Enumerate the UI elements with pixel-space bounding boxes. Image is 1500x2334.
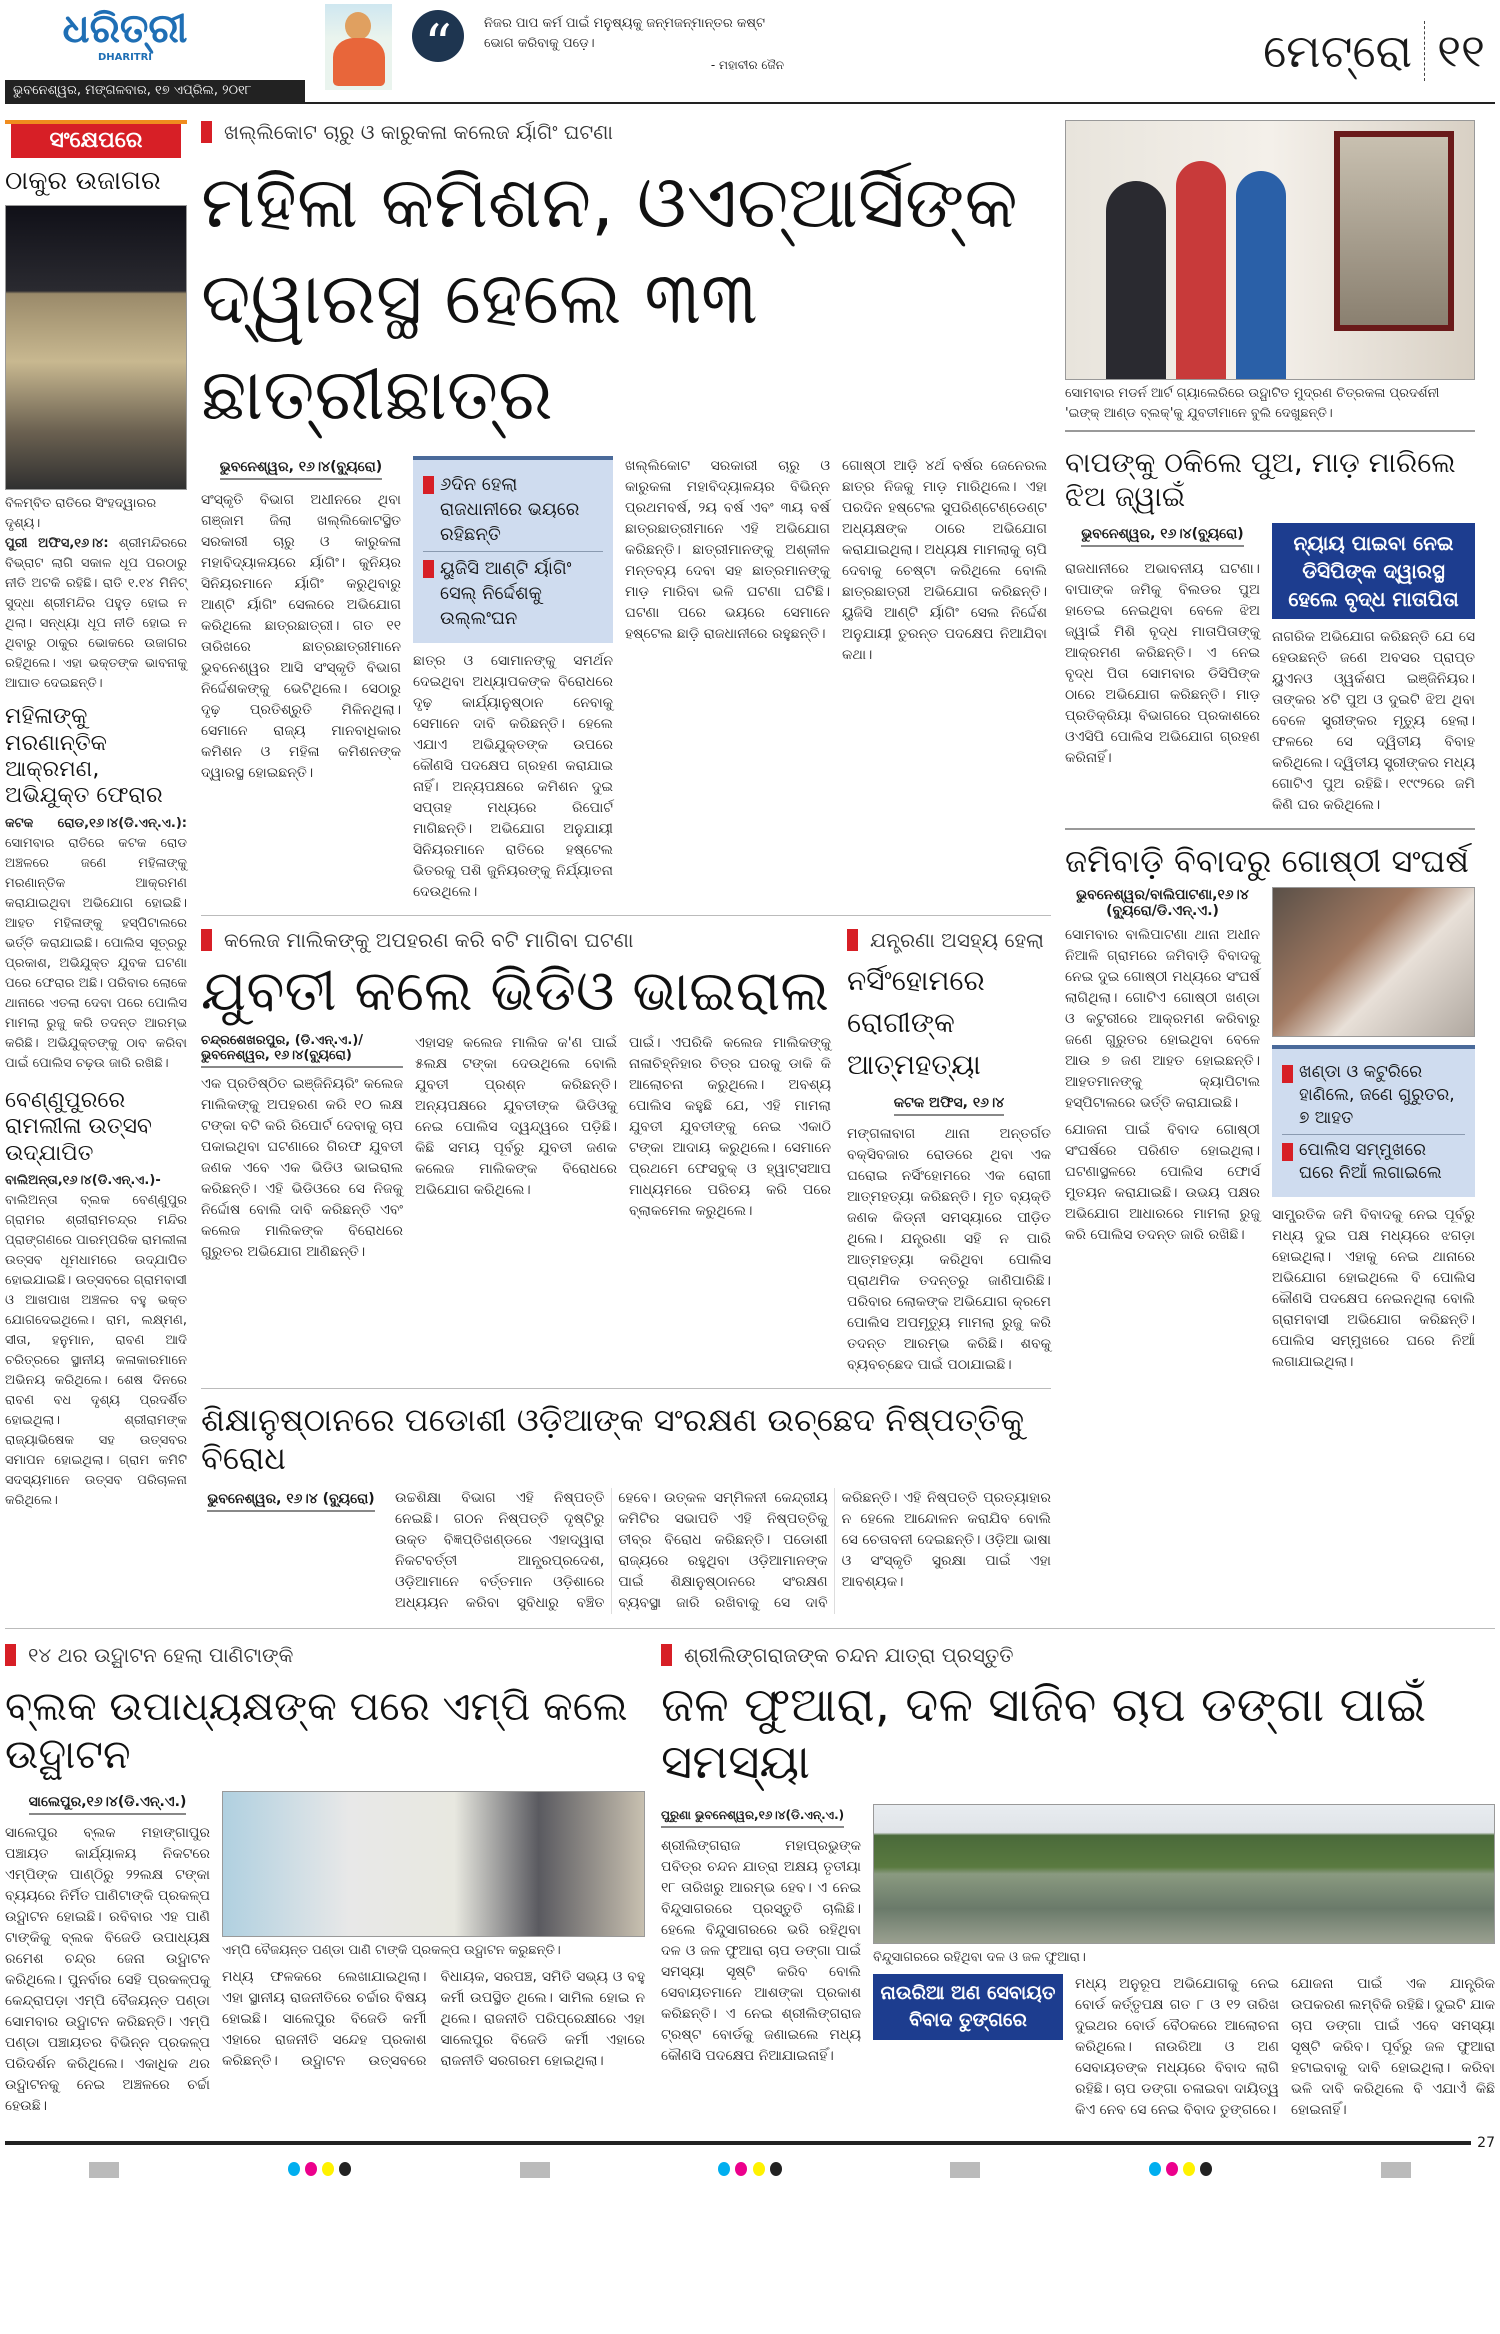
upper-area [5,120,1495,1614]
land-highlights: ଖଣ୍ଡା ଓ କଟୁରିରେ ହାଣିଲେ, ଜଣେ ଗୁରୁତର, ୭ ଆହତ ପୋଲିସ ସମ୍ମୁଖରେ ଘରେ ନିଆଁ ଲଗାଇଲେ [1272,1045,1475,1197]
section-title: ମେଟ୍ରୋ ୧୧ [1263,0,1495,102]
quote-author: - ମହାବୀର ଜୈନ [710,58,784,72]
masthead [5,0,1495,104]
page-number: ୧୧ [1437,24,1485,78]
lead-story: ଖଲ୍ଲିକୋଟ ଚାରୁ ଓ କାରୁକଳା କଲେଜ ର୍ୟାଗିଂ ଘଟଣା ମହିଳା କମିଶନ, ଓଏଚ୍ଆର୍ସିଙ୍କ ଦ୍ୱାରସ୍ଥ ହେଲେ ୩୩ ଛାତ୍ରୀଛାତ୍ର ଭୁବନେଶ୍ୱର, ୧୬।୪(ବ୍ୟୁରୋ) ସଂସ୍କୃତି ବିଭାଗ ଅଧୀନରେ ଥିବା ଗଞ୍ଜାମ ଜିଲା ଖଲ୍ଲିକୋଟସ୍ଥିତ ସରକାରୀ ଚାରୁ ଓ କାରୁକଳା ମହାବିଦ୍ୟାଳୟରେ ର୍ୟାଗିଂ। କୁନିୟର ସିନିୟରମାନେ ର୍ୟାଗିଂ କରୁଥିବାରୁ ଆଣ୍ଟି ର୍ୟାଗିଂ ସେଲରେ ଅଭିଯୋଗ କରିଥିଲେ ଛାତ୍ରଛାତ୍ରୀ। ଗତ ୧୧ ତାରିଖରେ ଛାତ୍ରଛାତ୍ରୀମାନେ ଭୁବନେଶ୍ୱର ଆସି ସଂସ୍କୃତି ବିଭାଗ ନିର୍ଦ୍ଦେଶକଙ୍କୁ ଭେଟିଥିଲେ। ସେଠାରୁ ଦୃଢ଼ ପ୍ରତିଶ୍ରୁତି ମିଳିନଥିଲା। ସେମାନେ ରାଜ୍ୟ ମାନବାଧିକାର କମିଶନ ଓ ମହିଳା କମିଶନଙ୍କ ଦ୍ୱାରସ୍ଥ ହୋଇଛନ୍ତି। ୬ଦିନ ହେଲା ରାଜଧାନୀରେ ଭୟରେ ରହିଛନ୍ତି ୟୁଜିସି ଆଣ୍ଟି ର୍ୟାଗିଂ ସେଲ୍ ନିର୍ଦ୍ଦେଶକୁ ଉଲ୍ଲଂଘନ ଛାତ୍ର ଓ ସୋମାନଙ୍କୁ ସମର୍ଥନ ଦେଇଥିବା ଅଧ୍ୟାପକଙ୍କ ବିରୋଧରେ ଦୃଢ଼ କାର୍ଯ୍ୟାନୁଷ୍ଠାନ ନେବାକୁ ସେମାନେ ଦାବି କରିଛନ୍ତି। ହେଲେ ଏଯାଏ ଅଭିଯୁକ୍ତଙ୍କ ଉପରେ କୌଣସି ପଦକ୍ଷେପ ଗ୍ରହଣ କରାଯାଇ ନାହିଁ। ଅନ୍ୟପକ୍ଷରେ କମିଶନ ଦୁଇ ସପ୍ତାହ ମଧ୍ୟରେ ରିପୋର୍ଟ ମାଗିଛନ୍ତି। ଅଭିଯୋଗ ଅନୁଯାୟୀ ସିନିୟରମାନେ ରାତିରେ ହଷ୍ଟେଲ ଭିତରକୁ ପଶି ଜୁନିୟରଙ୍କୁ ନିର୍ଯ୍ୟାତନା ଦେଉଥିଲେ। ଖଲ୍ଲିକୋଟ ସରକାରୀ ଚାରୁ ଓ କାରୁକଳା ମହାବିଦ୍ୟାଳୟର ବିଭିନ୍ନ ପ୍ରଥମବର୍ଷ, ୨ୟ ବର୍ଷ ଏବଂ ୩ୟ ବର୍ଷ ଛାତ୍ରଛାତ୍ରୀମାନେ ଏହି ଅଭିଯୋଗ କରିଛନ୍ତି। ଛାତ୍ରୀମାନଙ୍କୁ ଅଶ୍ଳୀଳ ମନ୍ତବ୍ୟ ଦେବା ସହ ଛାତ୍ରମାନଙ୍କୁ ମାଡ଼ ମାରିବା ଭଳି ଘଟଣା ଘଟିଛି। ଘଟଣା ପରେ ଭୟରେ ସେମାନେ ହଷ୍ଟେଲ ଛାଡ଼ି ରାଜଧାନୀରେ ରହୁଛନ୍ତି। ଗୋଷ୍ଠୀ ଆଡ଼ି ୪ର୍ଥ ବର୍ଷର ଜେନେରଲ ଛାତ୍ର ନିଜକୁ ମାଡ଼ ମାରିଥିଲେ। ଏହା ପରଦିନ ହଷ୍ଟେଲ ସୁପରିଣ୍ଟେଣ୍ଡେଣ୍ଟ ଅଧ୍ୟକ୍ଷଙ୍କ ଠାରେ ଅଭିଯୋଗ କରାଯାଇଥିଲା। ଅଧ୍ୟକ୍ଷ ମାମଲାକୁ ଚାପି ଦେବାକୁ ଚେଷ୍ଟା କରିଥିଲେ ବୋଲି ଛାତ୍ରଛାତ୍ରୀ ଅଭିଯୋଗ କରିଛନ୍ତି। ୟୁଜିସି ଆଣ୍ଟି ର୍ୟାଗିଂ ସେଲ ନିର୍ଦ୍ଦେଶ ଅନୁଯାୟୀ ତୁରନ୍ତ ପଦକ୍ଷେପ ନିଆଯିବା କଥା। [201,120,1051,903]
temple-photo [5,205,187,490]
video-story: କଲେଜ ମାଲିକଙ୍କୁ ଅପହରଣ କରି ବଟି ମାଗିବା ଘଟଣା ଯୁବତୀ କଲେ ଭିଡିଓ ଭାଇରାଲ ଚନ୍ଦ୍ରଶେଖରପୁର, (ଡି.ଏନ୍.ଏ.)/ ଭୁବନେଶ୍ୱର, ୧୬।୪(ବ୍ୟୁରୋ) ଏକ ପ୍ରତିଷ୍ଠିତ ଇଞ୍ଜିନିୟରିଂ କଲେଜ ମାଲିକଙ୍କୁ ଅପହରଣ କରି ୧୦ ଲକ୍ଷ ଟଙ୍କା ବଟି କରି ରିପୋର୍ଟ ଦେବାକୁ ଚାପ ପକାଇଥିବା ଘଟଣାରେ ଗିରଫ ଯୁବତୀ ଜଣକ ଏବେ ଏକ ଭିଡିଓ ଭାଇରାଲ କରିଛନ୍ତି। ଏହି ଭିଡିଓରେ ସେ ନିଜକୁ ନିର୍ଦ୍ଦୋଷ ବୋଲି ଦାବି କରିଛନ୍ତି ଏବଂ କଲେଜ ମାଲିକଙ୍କ ବିରୋଧରେ ଗୁରୁତର ଅଭିଯୋଗ ଆଣିଛନ୍ତି। ଏହାସହ କଲେଜ ମାଲିକ କ'ଣ ପାଇଁ ୫ଲକ୍ଷ ଟଙ୍କା ଦେଉଥିଲେ ବୋଲି ଯୁବତୀ ପ୍ରଶ୍ନ କରିଛନ୍ତି। ଅନ୍ୟପକ୍ଷରେ ଯୁବତୀଙ୍କ ଭିଡିଓକୁ ନେଇ ପୋଲିସ ଦ୍ୱନ୍ଦ୍ୱରେ ପଡ଼ିଛି। କିଛି ସମୟ ପୂର୍ବରୁ ଯୁବତୀ ଜଣକ କଲେଜ ମାଲିକଙ୍କ ବିରୋଧରେ ଅଭିଯୋଗ କରିଥିଲେ। ପାଇଁ। ଏପରିକି କଲେଜ ମାଲିକଙ୍କୁ ନାଳାଚିହ୍ନିହାର ଚିତ୍ର ଘରକୁ ଡାକି କି ଆଲୋଚନା କରୁଥିଲେ। ଅବଶ୍ୟ ପୋଲିସ କହୁଛି ଯେ, ଏହି ମାମଲା ଯୁବତୀ ଯୁବତୀଙ୍କୁ ନେଇ ଏକାଠି ଟଙ୍କା ଆଦାୟ କରୁଥିଲେ। ସେମାନେ ପ୍ରଥମେ ଫେସବୁକ୍ ଓ ହ୍ୱାଟ୍ସଆପ ମାଧ୍ୟମରେ ପରିଚୟ କରି ପରେ ବ୍ଲାକମେଲ କରୁଥିଲେ। [201,928,831,1261]
bindusagar-photo [873,1804,1495,1944]
tank-story: ୧୪ ଥର ଉଦ୍ଘାଟନ ହେଲା ପାଣିଟାଙ୍କି ବ୍ଲକ ଉପାଧ୍ୟକ୍ଷଙ୍କ ପରେ ଏମ୍ପି କଲେ ଉଦ୍ଘାଟନ ସାଲେପୁର,୧୬।୪(ଡି.ଏନ୍.ଏ.) ସାଲେପୁର ବ୍ଲକ ମହାଙ୍ଗାପୁର ପଞ୍ଚାୟତ କାର୍ଯ୍ୟାଳୟ ନିକଟରେ ଏମ୍ପିଙ୍କ ପାଣ୍ଠିରୁ ୨୨ଲକ୍ଷ ଟଙ୍କା ବ୍ୟୟରେ ନିର୍ମିତ ପାଣିଟାଙ୍କି ପ୍ରକଳ୍ପ ଉଦ୍ଘାଟନ ହୋଇଛି। ରବିବାର ଏହ ପାଣି ଟାଙ୍କିକୁ ବ୍ଲକ ବିଜେଡି ଉପାଧ୍ୟକ୍ଷ ରମେଶ ଚନ୍ଦ୍ର ଜେନା ଉଦ୍ଘାଟନ କରିଥିଲେ। ପୁନର୍ବାର ସେହି ପ୍ରକଳ୍ପକୁ କେନ୍ଦ୍ରାପଡ଼ା ଏମ୍ପି ବୈଜୟନ୍ତ ପଣ୍ଡା ସୋମବାର ଉଦ୍ଘାଟନ କରିଛନ୍ତି। ଏମ୍ପି ପଣ୍ଡା ପଞ୍ଚାୟତର ବିଭିନ୍ନ ପ୍ରକଳ୍ପ ପରିଦର୍ଶନ କରିଥିଲେ। ଏକାଧିକ ଥର ଉଦ୍ଘାଟନକୁ ନେଇ ଅଞ୍ଚଳରେ ଚର୍ଚ୍ଚା ହେଉଛି। ଏମ୍ପି ବୈଜୟନ୍ତ ପଣ୍ଡା ପାଣି ଟାଙ୍କି ପ୍ରକଳ୍ପ ଉଦ୍ଘାଟନ କରୁଛନ୍ତି। ମଧ୍ୟ ଫଳକରେ ଲେଖାଯାଇଥିଲା। ଏହା ସ୍ଥାନୀୟ ରାଜନୀତିରେ ଚର୍ଚ୍ଚାର ବିଷୟ ହୋଇଛି। ସାଲେପୁର ବିଜେଡି କର୍ମୀ ଏହାରେ ରାଜନୀତି ସନ୍ଦେହ ପ୍ରକାଶ କରିଛନ୍ତି। ଉଦ୍ଘାଟନ ଉତ୍ସବରେ ବିଧାୟକ, ସରପଞ୍ଚ, ସମିତି ସଭ୍ୟ ଓ ବହୁ କର୍ମୀ ଉପସ୍ଥିତ ଥିଲେ। ସାମିଲ ହୋଇ ନ ଥିଲେ। ରାଜନୀତି ପରିପ୍ରେକ୍ଷୀରେ ଏହା ସାଲେପୁର ବିଜେଡି କର୍ମୀ ଏହାରେ ରାଜନୀତି ସରଗରମ ହୋଇଥିଲା। [5,1642,645,2114]
quote-block [484,0,784,102]
registration-marks [5,2161,1495,2186]
date-bar: ଭୁବନେଶ୍ୱର, ମଙ୍ଗଳବାର, ୧୭ ଏପ୍ରିଲ, ୨୦୧୮ [5,80,305,102]
buddha-image [325,4,392,90]
lead-headline: ମହିଳା କମିଶନ, ଓଏଚ୍ଆର୍ସିଙ୍କ ଦ୍ୱାରସ୍ଥ ହେଲେ ୩୩ ଛାତ୍ରୀଛାତ୍ର [201,160,1018,436]
nursing-story: ଯନ୍ତ୍ରଣା ଅସହ୍ୟ ହେଲା ନର୍ସିଂହୋମରେ ରୋଗୀଙ୍କ ଆତ୍ମହତ୍ୟା କଟକ ଅଫିସ, ୧୬।୪ ମଙ୍ଗଳାବାଗ ଥାନା ଅନ୍ତର୍ଗତ ବକ୍ସିବଜାର ରୋଡରେ ଥିବା ଏକ ଘରୋଇ ନର୍ସିଂହୋମରେ ଏକ ରୋଗୀ ଆତ୍ମହତ୍ୟା କରିଛନ୍ତି। ମୃତ ବ୍ୟକ୍ତି ଜଣକ କିଡ୍ନୀ ସମସ୍ୟାରେ ପୀଡ଼ିତ ଥିଲେ। ଯନ୍ତ୍ରଣା ସହି ନ ପାରି ଆତ୍ମହତ୍ୟା କରିଥିବା ପୋଲିସ ପ୍ରାଥମିକ ତଦନ୍ତରୁ ଜାଣିପାରିଛି। ପରିବାର ଲୋକଙ୍କ ଅଭିଯୋଗ କ୍ରମେ ପୋଲିସ ଅପମୃତ୍ୟୁ ମାମଲା ରୁଜୁ କରି ତଦନ୍ତ ଆରମ୍ଭ କରିଛି। ଶବକୁ ବ୍ୟବଚ୍ଛେଦ ପାଇଁ ପଠାଯାଇଛି। [847,928,1051,1373]
brief-headline: ଠାକୁର ଉଜାଗର [5,166,161,196]
quote-icon: “ [412,10,464,62]
gallery-story: ସୋମବାର ମଡର୍ନ ଆର୍ଟ ଗ୍ୟାଲେରିରେ ଉଦ୍ଘାଟିତ ମୁଦ୍ରଣ ଚିତ୍ରକଳା ପ୍ରଦର୍ଶନୀ 'ଇଙ୍କ୍ ଆଣ୍ଡ ବ୍ଲକ୍'କୁ ଯୁବତୀମାନେ ବୁଲି ଦେଖୁଛନ୍ତି। ବାପଙ୍କୁ ଠକିଲେ ପୁଅ, ମାଡ଼ ମାରିଲେ ଝିଅ ଜ୍ୱାଇଁ ଭୁବନେଶ୍ୱର, ୧୬।୪(ବ୍ୟୁରୋ) ରାଜଧାନୀରେ ଅଭାବନୀୟ ଘଟଣା। ବାପାଙ୍କ ଜମିକୁ ବିଲଡର ପୁଅ ହାତେଇ ନେଇଥିବା ବେଳେ ଝିଅ ଜ୍ୱାଇଁ ମିଶି ବୃଦ୍ଧ ମାତାପିତାଙ୍କୁ ଆକ୍ରମଣ କରିଛନ୍ତି। ଏ ନେଇ ବୃଦ୍ଧ ପିତା ସୋମବାର ଡିସିପିଙ୍କ ଠାରେ ଅଭିଯୋଗ କରିଛନ୍ତି। ମାଡ଼ ପ୍ରତିକ୍ରିୟା ବିଭାଗରେ ପ୍ରକାଶରେ ଓଏସିପି ପୋଲିସ ଅଭିଯୋଗ ଗ୍ରହଣ କରିନାହିଁ। ନ୍ୟାୟ ପାଇବା ନେଇ ଡିସିପିଙ୍କ ଦ୍ୱାରସ୍ଥ ହେଲେ ବୃଦ୍ଧ ମାତାପିତା ନାଗରିକ ଅଭିଯୋଗ କରିଛନ୍ତି ଯେ ସେ ହେଉଛନ୍ତି ଜଣେ ଅବସର ପ୍ରାପ୍ତ ୟୁଏନଓ ଓ୍ୱର୍କଶପ ଇଞ୍ଜିନିୟର। ତାଙ୍କର ୪ଟି ପୁଅ ଓ ଦୁଇଟି ଝିଅ ଥିବା ବେଳେ ସ୍ତ୍ରୀଙ୍କର ମୃତ୍ୟୁ ହେଲା। ଫଳରେ ସେ ଦ୍ୱିତୀୟ ବିବାହ କରିଥିଲେ। ଦ୍ୱିତୀୟ ସ୍ତ୍ରୀଙ୍କର ମଧ୍ୟ ଗୋଟିଏ ପୁଅ ରହିଛି। ୧୯୯୨ରେ ଜମି କିଣି ଘର କରିଥିଲେ। [1065,120,1475,816]
brief-column: ସଂକ୍ଷେପରେ ଠାକୁର ଉଜାଗର ବିଳମ୍ବିତ ରାତିରେ ସିଂହଦ୍ୱାରର ଦୃଶ୍ୟ। ପୁରୀ ଅଫିସ,୧୬।୪: ଶ୍ରୀମନ୍ଦିରରେ ବିଭ୍ରାଟ ଲାଗି ସକାଳ ଧୂପ ପରଠାରୁ ନୀତି ଅଟକି ରହିଛି। ରାତି ୧.୧୪ ମିନିଟ୍ ସୁଦ୍ଧା ଶ୍ରୀମନ୍ଦିର ପହୁଡ଼ ହୋଇ ନ ଥିଲା। ସନ୍ଧ୍ୟା ଧୂପ ନୀତି ହୋଇ ନ ଥିବାରୁ ଠାକୁର ଭୋକରେ ଉଜାଗର ରହିଥିଲେ। ଏହା ଭକ୍ତଙ୍କ ଭାବନାକୁ ଆଘାତ ଦେଇଛନ୍ତି। ମହିଳାଙ୍କୁ ମରଣାନ୍ତିକ ଆକ୍ରମଣ, ଅଭିଯୁକ୍ତ ଫେରାର କଟକ ରୋଡ,୧୬।୪(ଡି.ଏନ୍.ଏ.): ସୋମବାର ରାତିରେ କଟକ ରୋଡ ଅଞ୍ଚଳରେ ଜଣେ ମହିଳାଙ୍କୁ ମରଣାନ୍ତିକ ଆକ୍ରମଣ କରାଯାଇଥିବା ଅଭିଯୋଗ ହୋଇଛି। ଆହତ ମହିଳାଙ୍କୁ ହସ୍ପିଟାଲରେ ଭର୍ତ୍ତି କରାଯାଇଛି। ପୋଲିସ ସୂତ୍ରରୁ ପ୍ରକାଶ, ଅଭିଯୁକ୍ତ ଯୁବକ ଘଟଣା ପରେ ଫେରାର ଅଛି। ପରିବାର ଲୋକେ ଥାନାରେ ଏତଲା ଦେବା ପରେ ପୋଲିସ ମାମଲା ରୁଜୁ କରି ତଦନ୍ତ ଆରମ୍ଭ କରିଛି। ଅଭିଯୁକ୍ତଙ୍କୁ ଠାବ କରିବା ପାଇଁ ପୋଲିସ ଚଢ଼ଉ ଜାରି ରଖିଛି। ବେଣ୍ଣୁପୁରରେ ରାମଲୀଳା ଉତ୍ସବ ଉଦ୍ଯାପିତ ବାଲିଅନ୍ତା,୧୬।୪(ଡି.ଏନ୍.ଏ.)- ବାଲିଅନ୍ତା ବ୍ଲକ ବେଣ୍ଣୁପୁର ଗ୍ରାମର ଶ୍ରୀରାମଚନ୍ଦ୍ର ମନ୍ଦିର ପ୍ରାଙ୍ଗଣରେ ପାରମ୍ପରିକ ରାମଲୀଳା ଉତ୍ସବ ଧୂମଧାମରେ ଉଦ୍ଯାପିତ ହୋଇଯାଇଛି। ଉତ୍ସବରେ ଗ୍ରାମବାସୀ ଓ ଆଖପାଖ ଅଞ୍ଚଳର ବହୁ ଭକ୍ତ ଯୋଗଦେଇଥିଲେ। ରାମ, ଲକ୍ଷ୍ମଣ, ସୀତା, ହନୁମାନ, ରାବଣ ଆଦି ଚରିତ୍ରରେ ସ୍ଥାନୀୟ କଳାକାରମାନେ ଅଭିନୟ କରିଥିଲେ। ଶେଷ ଦିନରେ ରାବଣ ବଧ ଦୃଶ୍ୟ ପ୍ରଦର୍ଶିତ ହୋଇଥିଲା। ଶ୍ରୀରାମଙ୍କ ରାଜ୍ୟାଭିଷେକ ସହ ଉତ୍ସବର ସମାପନ ହୋଇଥିଲା। ଗ୍ରାମ କମିଟି ସଦସ୍ୟମାନେ ଉତ୍ସବ ପରିଚାଳନା କରିଥିଲେ। [5,120,187,1511]
footer-rule [5,2141,1471,2145]
footer [5,2135,1495,2151]
injured-photo [1272,887,1475,1037]
fountain-story: ଶ୍ରୀଲିଙ୍ଗରାଜଙ୍କ ଚନ୍ଦନ ଯାତ୍ରା ପ୍ରସ୍ତୁତି ଜଳ ଫୁଆରା, ଦଳ ସାଜିବ ଚାପ ଡଙ୍ଗା ପାଇଁ ସମସ୍ୟା ପୁରୁଣା ଭୁବନେଶ୍ୱର,୧୬।୪(ଡି.ଏନ୍.ଏ.) ଶ୍ରୀଲିଙ୍ଗରାଜ ମହାପ୍ରଭୁଙ୍କ ପବିତ୍ର ଚନ୍ଦନ ଯାତ୍ରା ଅକ୍ଷୟ ତୃତୀୟା ୧୮ ତାରିଖରୁ ଆରମ୍ଭ ହେବ। ଏ ନେଇ ବିନ୍ଦୁସାଗରରେ ପ୍ରସ୍ତୁତି ଚାଲିଛି। ହେଲେ ବିନ୍ଦୁସାଗରରେ ଭରି ରହିଥିବା ଦଳ ଓ ଜଳ ଫୁଆରା ଚାପ ଡଙ୍ଗା ପାଇଁ ସମସ୍ୟା ସୃଷ୍ଟି କରିବ ବୋଲି ସେବାୟତମାନେ ଆଶଙ୍କା ପ୍ରକାଶ କରିଛନ୍ତି। ଏ ନେଇ ଶ୍ରୀଲିଙ୍ଗରାଜ ଟ୍ରଷ୍ଟ ବୋର୍ଡକୁ ଜଣାଇଲେ ମଧ୍ୟ କୌଣସି ପଦକ୍ଷେପ ନିଆଯାଇନାହିଁ। ବିନ୍ଦୁସାଗରରେ ରହିଥିବା ଦଳ ଓ ଜଳ ଫୁଆରା। ନାଉରିଆ ଅଣ ସେବାୟତ ବିବାଦ ତୁଙ୍ଗରେ ମଧ୍ୟ ଅନୁରୂପ ଅଭିଯୋଗକୁ ନେଇ ବୋର୍ଡ କର୍ତ୍ତୃପକ୍ଷ ଗତ ୮ ଓ ୧୨ ତାରିଖ ଦୁଇଥର ବୋର୍ଡ ବୈଠକରେ ଆଲୋଚନା କରିଥିଲେ। ନାଉରିଆ ଓ ଅଣ ସେବାୟତଙ୍କ ମଧ୍ୟରେ ବିବାଦ ଲାଗି ରହିଛି। ଚାପ ଡଙ୍ଗା ଚଳାଇବା ଦାୟିତ୍ୱ କିଏ ନେବ ସେ ନେଇ ବିବାଦ ତୁଙ୍ଗରେ। ଯୋଜନା ପାଇଁ ଏକ ଯାନ୍ତ୍ରିକ ଉପକରଣ ଲମ୍ବିକି ରହିଛି। ଦୁଇଟି ଯାକ ଚାପ ଡଙ୍ଗା ପାଇଁ ଏବେ ସମସ୍ୟା ସୃଷ୍ଟି କରିବ। ପୂର୍ବରୁ ଜଳ ଫୁଆରା ହଟାଇବାକୁ ଦାବି ହୋଇଥିଲା। କରିବା ଭଳି ଦାବି କରିଥିଲେ ବି ଏଯାଏଁ କିଛି ହୋଇନାହିଁ। [661,1642,1495,2118]
masthead-left [5,0,305,102]
lower-area [5,1643,1495,2121]
center-column [201,120,1051,1614]
inauguration-photo [222,1791,645,1937]
land-story: ଜମିବାଡ଼ି ବିବାଦରୁ ଗୋଷ୍ଠୀ ସଂଘର୍ଷ ଭୁବନେଶ୍ୱର/ବାଲିପାଟଣା,୧୬।୪ (ବ୍ୟୁରୋ/ଡି.ଏନ୍.ଏ.) ସୋମବାର ବାଲିପାଟଣା ଥାନା ଅଧୀନ ନିଆଳି ଗ୍ରାମରେ ଜମିବାଡ଼ି ବିବାଦକୁ ନେଇ ଦୁଇ ଗୋଷ୍ଠୀ ମଧ୍ୟରେ ସଂଘର୍ଷ ଲାଗିଥିଲା। ଗୋଟିଏ ଗୋଷ୍ଠୀ ଖଣ୍ଡା ଓ କଟୁରୀରେ ଆକ୍ରମଣ କରିବାରୁ ଜଣେ ଗୁରୁତର ହୋଇଥିବା ବେଳେ ଆଉ ୭ ଜଣ ଆହତ ହୋଇଛନ୍ତି। ଆହତମାନଙ୍କୁ କ୍ୟାପିଟାଲ ହସ୍ପିଟାଲରେ ଭର୍ତ୍ତି କରାଯାଇଛି। ଯୋଜନା ପାଇଁ ବିବାଦ ଗୋଷ୍ଠୀ ସଂଘର୍ଷରେ ପରିଣତ ହୋଇଥିଲା। ଘଟଣାସ୍ଥଳରେ ପୋଲିସ ଫୋର୍ସ ମୁତୟନ କରାଯାଇଛି। ଉଭୟ ପକ୍ଷର ଅଭିଯୋଗ ଆଧାରରେ ମାମଲା ରୁଜୁ କରି ପୋଲିସ ତଦନ୍ତ ଜାରି ରଖିଛି। ଖଣ୍ଡା ଓ କଟୁରିରେ ହାଣିଲେ, ଜଣେ ଗୁରୁତର, ୭ ଆହତ ପୋଲିସ ସମ୍ମୁଖରେ ଘରେ ନିଆଁ ଲଗାଇଲେ ସାମ୍ପ୍ରତିକ ଜମି ବିବାଦକୁ ନେଇ ପୂର୍ବରୁ ମଧ୍ୟ ଦୁଇ ପକ୍ଷ ମଧ୍ୟରେ ଝଗଡ଼ା ହୋଇଥିଲା। ଏହାକୁ ନେଇ ଥାନାରେ ଅଭିଯୋଗ ହୋଇଥିଲେ ବି ପୋଲିସ କୌଣସି ପଦକ୍ଷେପ ନେଇନଥିଲା ବୋଲି ଗ୍ରାମବାସୀ ଅଭିଯୋଗ କରିଛନ୍ତି। ପୋଲିସ ସମ୍ମୁଖରେ ଘରେ ନିଆଁ ଲଗାଯାଇଥିଲା। [1065,842,1475,1370]
quote-text: ନିଜର ପାପ କର୍ମ ପାଇଁ ମନୁଷ୍ୟକୁ ଜନ୍ମଜନ୍ମାନ୍ତର କଷ୍ଟ ଭୋଗ କରିବାକୁ ପଡ଼େ। [484,16,766,51]
brief-label: ସଂକ୍ଷେପରେ [11,124,181,158]
gallery-photo [1065,120,1475,380]
right-column [1065,120,1475,1373]
logo: ଧରିତ୍ରୀ DHARITRI [62,6,188,63]
education-story: ଶିକ୍ଷାନୁଷ୍ଠାନରେ ପଡୋଶୀ ଓଡ଼ିଆଙ୍କ ସଂରକ୍ଷଣ ଉଚ୍ଛେଦ ନିଷ୍ପତ୍ତିକୁ ବିରୋଧ ଭୁବନେଶ୍ୱର, ୧୬।୪ (ବ୍ୟୁରୋ) ଉଚ୍ଚଶିକ୍ଷା ବିଭାଗ ଏହି ନିଷ୍ପତ୍ତି ନେଇଛି। ଗଠନ ନିଷ୍ପତ୍ତି ଦୃଷ୍ଟିରୁ ଉକ୍ତ ବିଜ୍ଞପ୍ତିଖଣ୍ଡରେ ଏହାଦ୍ୱାରା ନିକଟବର୍ତ୍ତୀ ଆନ୍ଧ୍ରପ୍ରଦେଶ, ଓଡ଼ିଆମାନେ ବର୍ତ୍ତମାନ ଓଡ଼ିଶାରେ ଅଧ୍ୟୟନ କରିବା ସୁବିଧାରୁ ବଞ୍ଚିତ ହେବେ। ଉତ୍କଳ ସମ୍ମିଳନୀ କେନ୍ଦ୍ରୀୟ କମିଟିର ସଭାପତି ଏହି ନିଷ୍ପତ୍ତିକୁ ତୀବ୍ର ବିରୋଧ କରିଛନ୍ତି। ପଡୋଶୀ ରାଜ୍ୟରେ ରହୁଥିବା ଓଡ଼ିଆମାନଙ୍କ ପାଇଁ ଶିକ୍ଷାନୁଷ୍ଠାନରେ ସଂରକ୍ଷଣ ବ୍ୟବସ୍ଥା ଜାରି ରଖିବାକୁ ସେ ଦାବି କରିଛନ୍ତି। ଏହି ନିଷ୍ପତ୍ତି ପ୍ରତ୍ୟାହାର ନ ହେଲେ ଆନ୍ଦୋଳନ କରାଯିବ ବୋଲି ସେ ଚେତାବନୀ ଦେଇଛନ୍ତି। ଓଡ଼ିଆ ଭାଷା ଓ ସଂସ୍କୃତି ସୁରକ୍ଷା ପାଇଁ ଏହା ଆବଶ୍ୟକ। [201,1401,1051,1611]
father-highlight: ନ୍ୟାୟ ପାଇବା ନେଇ ଡିସିପିଙ୍କ ଦ୍ୱାରସ୍ଥ ହେଲେ ବୃଦ୍ଧ ମାତାପିତା [1272,523,1475,619]
fountain-highlight: ନାଉରିଆ ଅଣ ସେବାୟତ ବିବାଦ ତୁଙ୍ଗରେ [873,1974,1063,2040]
lead-highlights: ୬ଦିନ ହେଲା ରାଜଧାନୀରେ ଭୟରେ ରହିଛନ୍ତି ୟୁଜିସି ଆଣ୍ଟି ର୍ୟାଗିଂ ସେଲ୍ ନିର୍ଦ୍ଦେଶକୁ ଉଲ୍ଲଂଘନ [413,456,613,643]
page-number-footer: 27 [1477,2134,1495,2151]
